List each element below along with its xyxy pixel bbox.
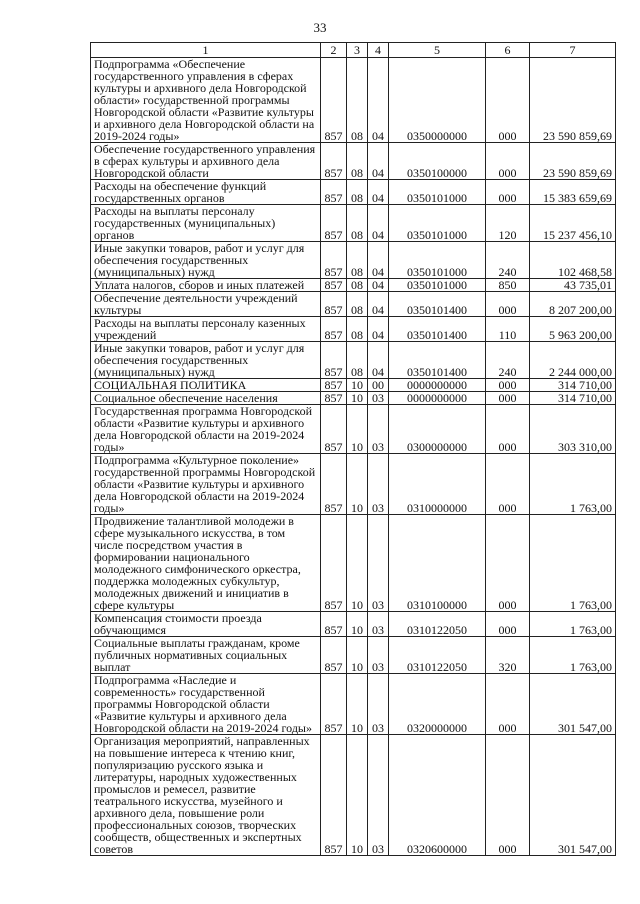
row-name: Подпрограмма «Наследие и современность» государственной программы Новгородской области «Развитие культуры и архивного дела Новгородской области на 2019-2024 годы» — [91, 674, 321, 735]
row-col-7: 8 207 200,00 — [530, 292, 616, 317]
row-name: Социальные выплаты гражданам, кроме публичных нормативных социальных выплат — [91, 637, 321, 674]
row-name: СОЦИАЛЬНАЯ ПОЛИТИКА — [91, 379, 321, 392]
row-name: Иные закупки товаров, работ и услуг для обеспечения государственных (муниципальных) нужд — [91, 342, 321, 379]
row-col-6: 000 — [486, 180, 530, 205]
table-row — [91, 143, 616, 180]
row-col-3: 08 — [347, 180, 368, 205]
row-col-3: 08 — [347, 242, 368, 279]
row-col-4: 03 — [368, 392, 389, 405]
row-col-4: 04 — [368, 292, 389, 317]
row-col-4: 03 — [368, 637, 389, 674]
row-col-7: 314 710,00 — [530, 392, 616, 405]
row-col-3: 10 — [347, 612, 368, 637]
row-col-2: 857 — [321, 342, 347, 379]
row-col-6: 000 — [486, 735, 530, 856]
row-name: Обеспечение деятельности учреждений культуры — [91, 292, 321, 317]
row-col-5: 0310122050 — [389, 637, 486, 674]
table-row — [91, 674, 616, 735]
row-col-2: 857 — [321, 454, 347, 515]
table-header — [91, 43, 616, 58]
row-col-5: 0350100000 — [389, 143, 486, 180]
row-name: Продвижение талантливой молодежи в сфере музыкального искусства, в том числе посредством участия в формировании национального молодежного симфонического оркестра, поддержка молодежных субкультур, молодежных движений и инициатив в сфере культуры — [91, 515, 321, 612]
row-col-5: 0310122050 — [389, 612, 486, 637]
row-col-4: 03 — [368, 515, 389, 612]
row-name: Подпрограмма «Обеспечение государственного управления в сферах культуры и архивного дела Новгородской области» государственной программы Новгородской области «Развитие культуры и архивного дела Новгородской области на 2019-2024 годы» — [91, 58, 321, 143]
row-col-7: 15 383 659,69 — [530, 180, 616, 205]
row-col-7: 15 237 456,10 — [530, 205, 616, 242]
header-col-4: 4 — [368, 43, 389, 58]
table-row — [91, 342, 616, 379]
row-col-6: 000 — [486, 454, 530, 515]
row-col-5: 0320000000 — [389, 674, 486, 735]
header-col-6: 6 — [486, 43, 530, 58]
table-row — [91, 612, 616, 637]
row-col-3: 08 — [347, 342, 368, 379]
row-col-2: 857 — [321, 58, 347, 143]
budget-table — [90, 42, 616, 856]
row-col-7: 2 244 000,00 — [530, 342, 616, 379]
row-col-2: 857 — [321, 735, 347, 856]
row-col-2: 857 — [321, 279, 347, 292]
table-body — [91, 58, 616, 856]
row-col-7: 301 547,00 — [530, 674, 616, 735]
row-col-3: 08 — [347, 205, 368, 242]
table-row — [91, 279, 616, 292]
header-col-3: 3 — [347, 43, 368, 58]
row-col-7: 1 763,00 — [530, 515, 616, 612]
row-col-6: 320 — [486, 637, 530, 674]
table-row — [91, 735, 616, 856]
header-col-2: 2 — [321, 43, 347, 58]
row-col-2: 857 — [321, 674, 347, 735]
row-col-7: 23 590 859,69 — [530, 58, 616, 143]
row-col-3: 10 — [347, 379, 368, 392]
row-col-2: 857 — [321, 143, 347, 180]
row-col-5: 0000000000 — [389, 392, 486, 405]
row-col-6: 000 — [486, 515, 530, 612]
row-col-6: 850 — [486, 279, 530, 292]
row-col-6: 240 — [486, 242, 530, 279]
row-col-4: 04 — [368, 143, 389, 180]
row-col-6: 240 — [486, 342, 530, 379]
row-col-4: 03 — [368, 674, 389, 735]
row-col-3: 10 — [347, 454, 368, 515]
table-row — [91, 405, 616, 454]
row-col-7: 1 763,00 — [530, 637, 616, 674]
row-col-4: 03 — [368, 612, 389, 637]
row-col-4: 00 — [368, 379, 389, 392]
row-col-5: 0310100000 — [389, 515, 486, 612]
row-col-7: 5 963 200,00 — [530, 317, 616, 342]
row-col-7: 314 710,00 — [530, 379, 616, 392]
row-col-3: 10 — [347, 392, 368, 405]
row-col-3: 08 — [347, 292, 368, 317]
row-col-2: 857 — [321, 379, 347, 392]
row-name: Подпрограмма «Культурное поколение» государственной программы Новгородской области «Развитие культуры и архивного дела Новгородской области на 2019-2024 годы» — [91, 454, 321, 515]
row-col-7: 303 310,00 — [530, 405, 616, 454]
row-col-7: 301 547,00 — [530, 735, 616, 856]
row-col-6: 000 — [486, 405, 530, 454]
row-col-6: 000 — [486, 392, 530, 405]
row-col-6: 000 — [486, 674, 530, 735]
row-name: Уплата налогов, сборов и иных платежей — [91, 279, 321, 292]
row-name: Компенсация стоимости проезда обучающимся — [91, 612, 321, 637]
row-col-4: 03 — [368, 405, 389, 454]
row-col-4: 04 — [368, 279, 389, 292]
row-col-3: 08 — [347, 279, 368, 292]
row-col-2: 857 — [321, 392, 347, 405]
row-col-6: 120 — [486, 205, 530, 242]
header-row — [91, 43, 616, 58]
table-row — [91, 637, 616, 674]
row-col-4: 04 — [368, 242, 389, 279]
row-col-5: 0350101000 — [389, 279, 486, 292]
row-col-6: 000 — [486, 379, 530, 392]
row-col-5: 0320600000 — [389, 735, 486, 856]
row-col-3: 10 — [347, 405, 368, 454]
row-col-3: 08 — [347, 143, 368, 180]
header-col-5: 5 — [389, 43, 486, 58]
row-col-3: 08 — [347, 317, 368, 342]
row-col-2: 857 — [321, 515, 347, 612]
table-row — [91, 379, 616, 392]
row-col-7: 1 763,00 — [530, 612, 616, 637]
row-name: Расходы на обеспечение функций государственных органов — [91, 180, 321, 205]
row-col-5: 0300000000 — [389, 405, 486, 454]
row-col-2: 857 — [321, 405, 347, 454]
row-col-2: 857 — [321, 637, 347, 674]
row-col-5: 0350101400 — [389, 292, 486, 317]
row-col-4: 03 — [368, 454, 389, 515]
row-col-4: 04 — [368, 205, 389, 242]
row-name: Организация мероприятий, направленных на повышение интереса к чтению книг, популяризацию русского языка и литературы, народных художественных промыслов и ремесел, развитие театрального искусства, музейного и архивного дела, повышение роли профессиональных союзов, творческих сообществ, общественных и экспертных советов — [91, 735, 321, 856]
row-col-2: 857 — [321, 292, 347, 317]
row-col-5: 0350101400 — [389, 317, 486, 342]
row-col-5: 0350101400 — [389, 342, 486, 379]
row-col-4: 04 — [368, 58, 389, 143]
row-name: Государственная программа Новгородской области «Развитие культуры и архивного дела Новгородской области на 2019-2024 годы» — [91, 405, 321, 454]
row-col-2: 857 — [321, 242, 347, 279]
row-col-5: 0350101000 — [389, 180, 486, 205]
row-col-7: 43 735,01 — [530, 279, 616, 292]
row-col-5: 0350101000 — [389, 205, 486, 242]
table-row — [91, 317, 616, 342]
row-col-3: 10 — [347, 637, 368, 674]
row-col-6: 110 — [486, 317, 530, 342]
row-col-2: 857 — [321, 612, 347, 637]
row-name: Иные закупки товаров, работ и услуг для обеспечения государственных (муниципальных) нужд — [91, 242, 321, 279]
row-col-5: 0350101000 — [389, 242, 486, 279]
row-name: Обеспечение государственного управления в сферах культуры и архивного дела Новгородской области — [91, 143, 321, 180]
table-row — [91, 392, 616, 405]
row-col-7: 102 468,58 — [530, 242, 616, 279]
row-col-7: 23 590 859,69 — [530, 143, 616, 180]
row-col-3: 10 — [347, 515, 368, 612]
row-col-6: 000 — [486, 58, 530, 143]
table-row — [91, 515, 616, 612]
row-col-4: 04 — [368, 342, 389, 379]
table-row — [91, 180, 616, 205]
row-col-2: 857 — [321, 180, 347, 205]
table-row — [91, 58, 616, 143]
row-col-5: 0000000000 — [389, 379, 486, 392]
header-col-1: 1 — [91, 43, 321, 58]
table-row — [91, 205, 616, 242]
row-col-7: 1 763,00 — [530, 454, 616, 515]
page-number: 33 — [313, 20, 327, 35]
row-col-3: 10 — [347, 674, 368, 735]
row-col-5: 0350000000 — [389, 58, 486, 143]
row-col-3: 08 — [347, 58, 368, 143]
row-col-6: 000 — [486, 612, 530, 637]
table-row — [91, 454, 616, 515]
row-col-4: 04 — [368, 180, 389, 205]
row-col-4: 03 — [368, 735, 389, 856]
row-name: Расходы на выплаты персоналу казенных учреждений — [91, 317, 321, 342]
row-col-2: 857 — [321, 205, 347, 242]
row-col-5: 0310000000 — [389, 454, 486, 515]
row-col-3: 10 — [347, 735, 368, 856]
row-col-4: 04 — [368, 317, 389, 342]
row-name: Социальное обеспечение населения — [91, 392, 321, 405]
row-col-6: 000 — [486, 292, 530, 317]
table-row — [91, 242, 616, 279]
header-col-7: 7 — [530, 43, 616, 58]
row-col-6: 000 — [486, 143, 530, 180]
row-name: Расходы на выплаты персоналу государственных (муниципальных) органов — [91, 205, 321, 242]
row-col-2: 857 — [321, 317, 347, 342]
table-row — [91, 292, 616, 317]
